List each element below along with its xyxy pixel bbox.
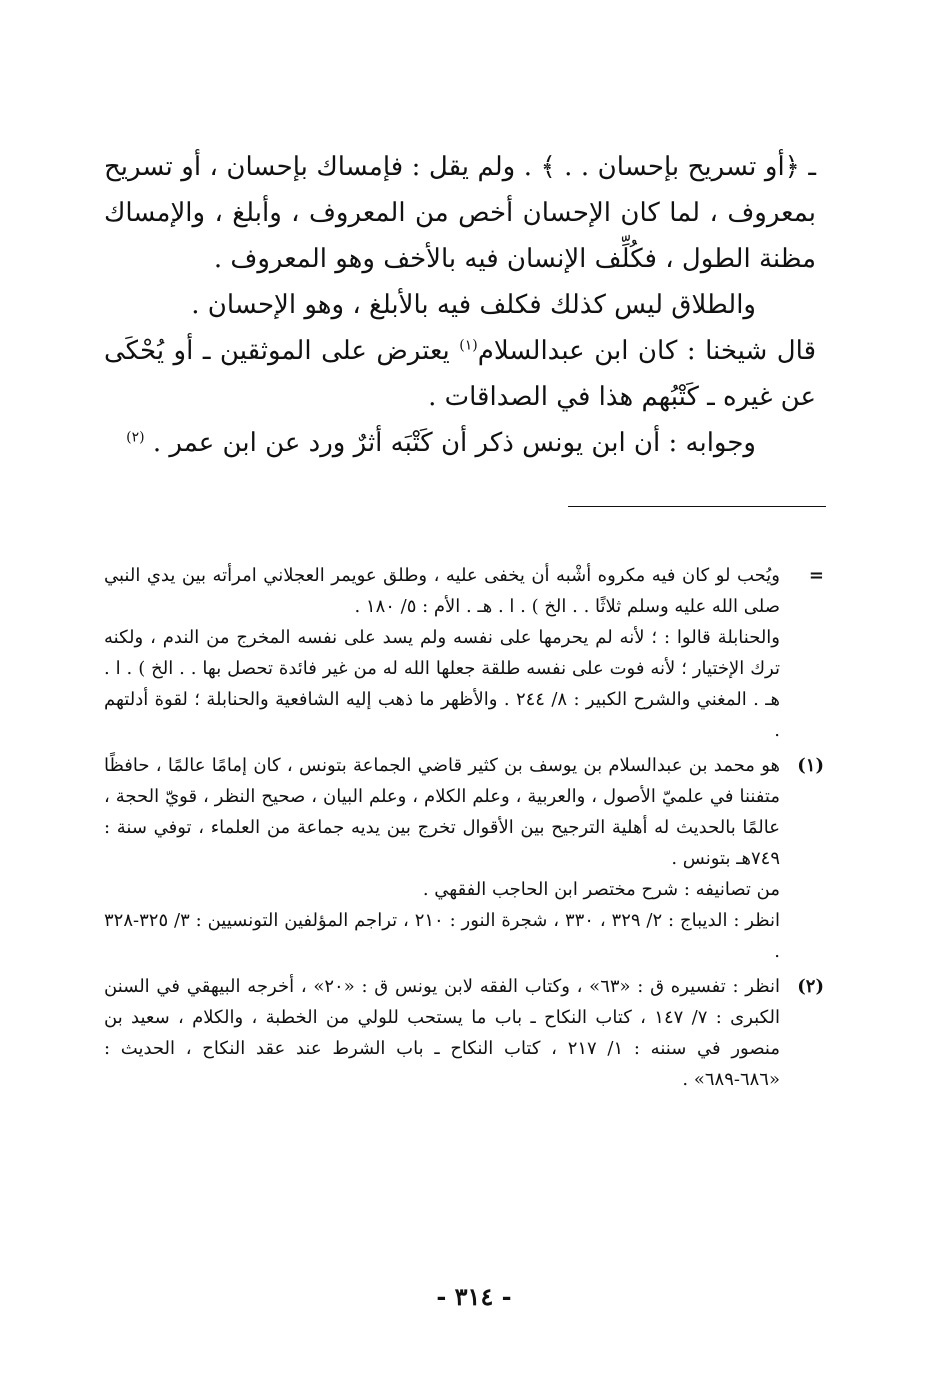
footnote-2: [104, 971, 824, 1095]
footnote-continued: [104, 560, 824, 746]
footnote-paragraph: والحنابلة قالوا : ؛ لأنه لم يحرمها على نفسه ولم يسد على نفسه المخرج من الندم ، ولكنه ترك الإختيار ؛ لأنه فوت على نفسه طلقة جعلها الله له من غير فائدة تحصل بها . . الخ ) . ا . هـ . المغني والشرح الكبير : ٨/ ٢٤٤ . والأظهر ما ذهب إليه الشافعية والحنابلة ؛ لقوة أدلتهم .: [104, 627, 780, 741]
main-text: [104, 144, 816, 466]
footnote-paragraph: انظر : تفسيره ق : «٦٣» ، وكتاب الفقه لابن يونس ق : «٢٠» ، أخرجه البيهقي في السنن الكبرى : ٧/ ١٤٧ ، كتاب النكاح ـ باب ما يستحب للولي من الخطبة ، والكلام ، سعيد بن منصور في سننه : ١/ ٢١٧ ، كتاب النكاح ـ باب الشرط عند عقد النكاح ، الحديث : «٦٨٦-٦٨٩» .: [104, 976, 781, 1090]
footnote-marker: (١): [797, 755, 824, 776]
footnote-paragraph: ويُحب لو كان فيه مكروه أشْبه أن يخفى عليه ، وطلق عويمر العجلاني امرأته بين يدي النبي صلى الله عليه وسلم ثلاثًا . . الخ ) . ا . هـ . الأم : ٥/ ١٨٠ .: [104, 565, 780, 617]
footnote-marker: (٢): [797, 976, 824, 997]
footnotes: [104, 560, 824, 1099]
main-paragraph-1: ـ ﴿أو تسريح بإحسان . . ﴾ . ولم يقل : فإمساك بإحسان ، أو تسريح بمعروف ، لما كان الإحسان أخص من المعروف ، وأبلغ ، والإمساك مظنة الطول ، فكُلِّف الإنسان فيه بالأخف وهو المعروف .: [104, 152, 816, 274]
main-paragraph-3: [104, 328, 816, 420]
page-number: - ٣١٤ -: [436, 1282, 512, 1311]
footnote-body: [104, 560, 780, 746]
main-paragraph-4-text: وجوابه : أن ابن يونس ذكر أن كَتْبَه أثرٌ ورد عن ابن عمر .: [152, 428, 756, 458]
main-paragraph-3-end: يعترض على الموثقين ـ أو يُحْكَى عن غيره ـ كَتْبُهم هذا في الصداقات .: [104, 336, 816, 412]
footnote-ref-1: (١): [459, 337, 478, 354]
footnote-separator: [568, 506, 826, 507]
footnote-ref-2: (٢): [126, 429, 145, 446]
footnote-paragraph: انظر : الديباج : ٢/ ٣٢٩ ، ٣٣٠ ، شجرة النور : ٢١٠ ، تراجم المؤلفين التونسيين : ٣/ ٣٢٥-٣٢٨ .: [104, 910, 780, 962]
main-paragraph-4: [104, 420, 816, 466]
main-paragraph-2: والطلاق ليس كذلك فكلف فيه بالأبلغ ، وهو الإحسان .: [191, 290, 756, 320]
footnote-body: [104, 750, 780, 967]
main-paragraph-3-start: قال شيخنا : كان ابن عبدالسلام: [477, 336, 817, 366]
footnote-1: [104, 750, 824, 967]
footnote-paragraph: هو محمد بن عبدالسلام بن يوسف بن كثير قاضي الجماعة بتونس ، كان إمامًا عالمًا ، حافظًا متفننا في علميّ الأصول ، والعربية ، وعلم الكلام ، وعلم البيان ، صحيح النظر ، قويّ الحجة ، عالمًا بالحديث له أهلية الترجيح بين الأقوال تخرج بين يديه جماعة من العلماء ، توفي سنة : ٧٤٩هـ بتونس .: [104, 755, 780, 869]
footnote-paragraph: من تصانيفه : شرح مختصر ابن الحاجب الفقهي .: [422, 879, 780, 900]
footnote-marker: =: [808, 565, 824, 586]
footnote-body: [104, 971, 780, 1095]
